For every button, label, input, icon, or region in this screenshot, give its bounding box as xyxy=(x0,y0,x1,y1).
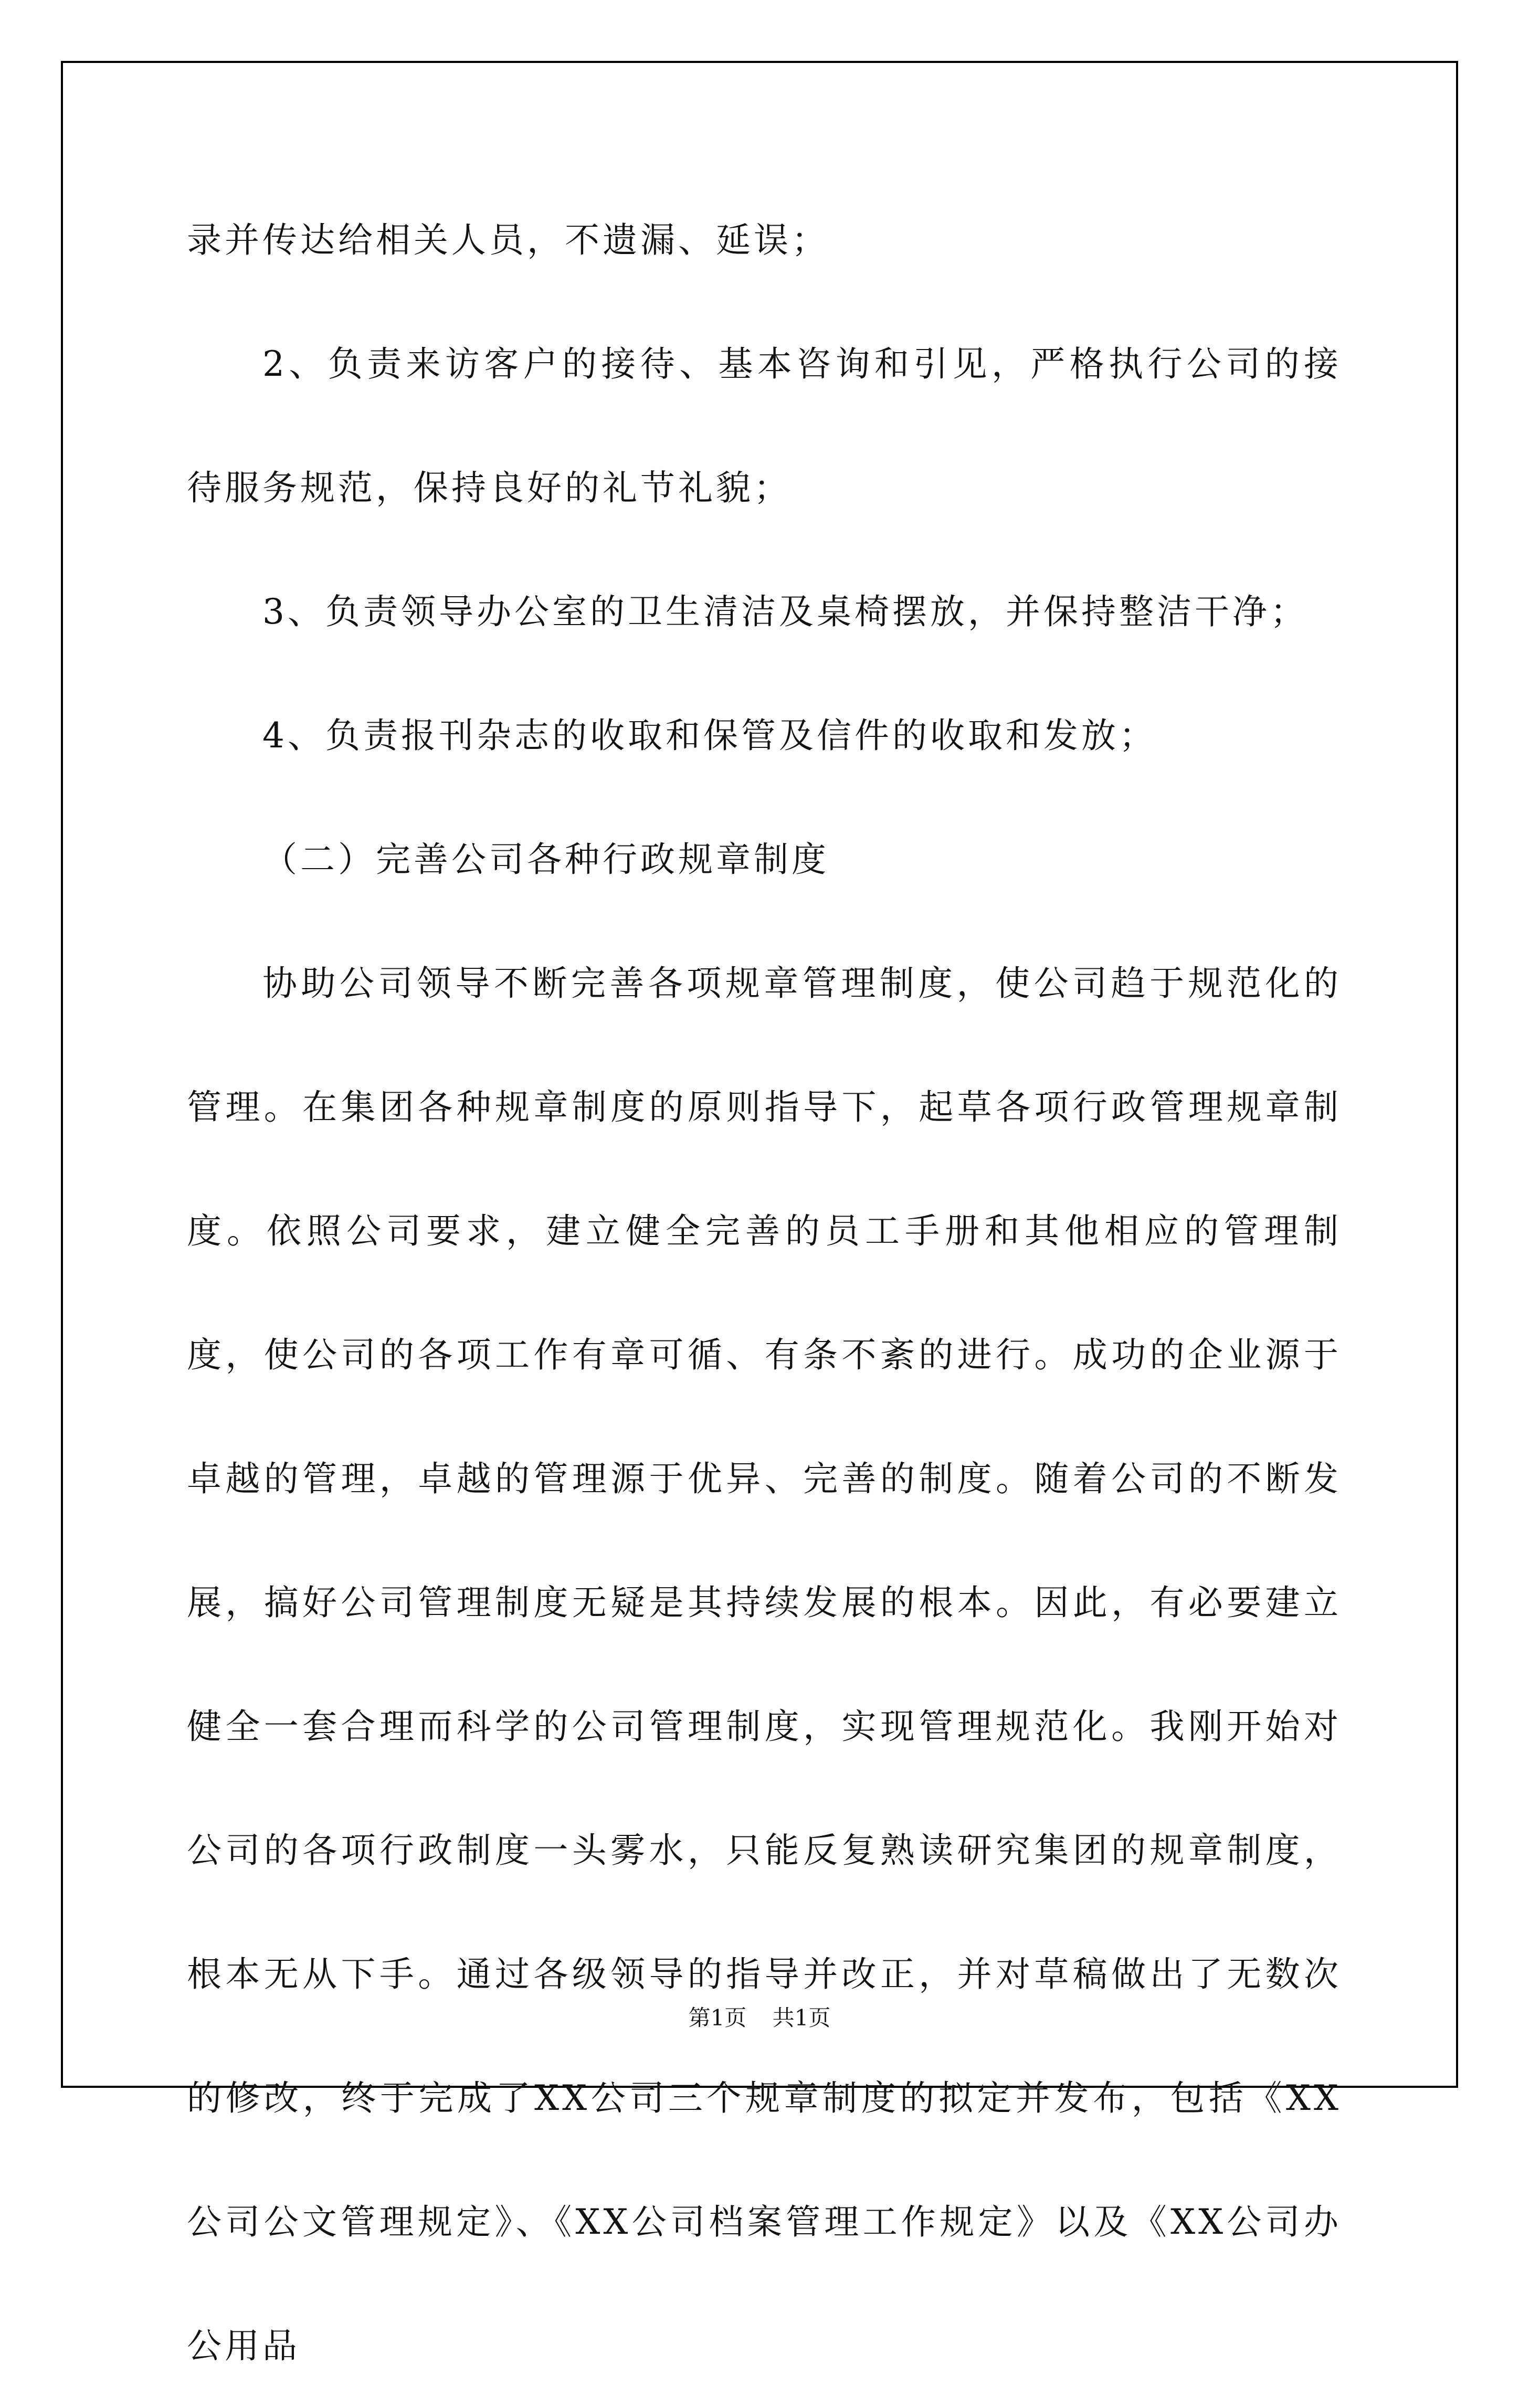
paragraph-item-2: 2、负责来访客户的接待、基本咨询和引见，严格执行公司的接待服务规范，保持良好的礼节礼貌； xyxy=(187,344,1342,508)
page-total: 共1页 xyxy=(772,2005,831,2031)
paragraph-item-4: 4、负责报刊杂志的收取和保管及信件的收取和发放； xyxy=(262,715,1157,756)
paragraph-continuation: 录并传达给相关人员，不遗漏、延误； xyxy=(187,220,829,260)
paragraph-item-3: 3、负责领导办公室的卫生清洁及桌椅摆放，并保持整洁干净； xyxy=(262,592,1308,632)
paragraph-body: 协助公司领导不断完善各项规章管理制度，使公司趋于规范化的管理。在集团各种规章制度的原则指导下，起草各项行政管理规章制度。依照公司要求，建立健全完善的员工手册和其他相应的管理制度，使公司的各项工作有章可循、有条不紊的进行。成功的企业源于卓越的管理，卓越的管理源于优异、完善的制度。随着公司的不断发展，搞好公司管理制度无疑是其持续发展的根本。因此，有必要建立健全一套合理而科学的公司管理制度，实现管理规范化。我刚开始对公司的各项行政制度一头雾水，只能反复熟读研究集团的规章制度，根本无从下手。通过各级领导的指导并改正，并对草稿做出了无数次的修改，终于完成了XX公司三个规章制度的拟定并发布，包括《XX公司公文管理规定》、《XX公司档案管理工作规定》以及《XX公司办公用品 xyxy=(187,963,1342,2366)
section-heading: （二）完善公司各种行政规章制度 xyxy=(262,839,829,880)
document-body xyxy=(187,178,1342,2408)
page-footer xyxy=(0,2001,1519,2032)
page-number: 第1页 xyxy=(688,2005,747,2031)
